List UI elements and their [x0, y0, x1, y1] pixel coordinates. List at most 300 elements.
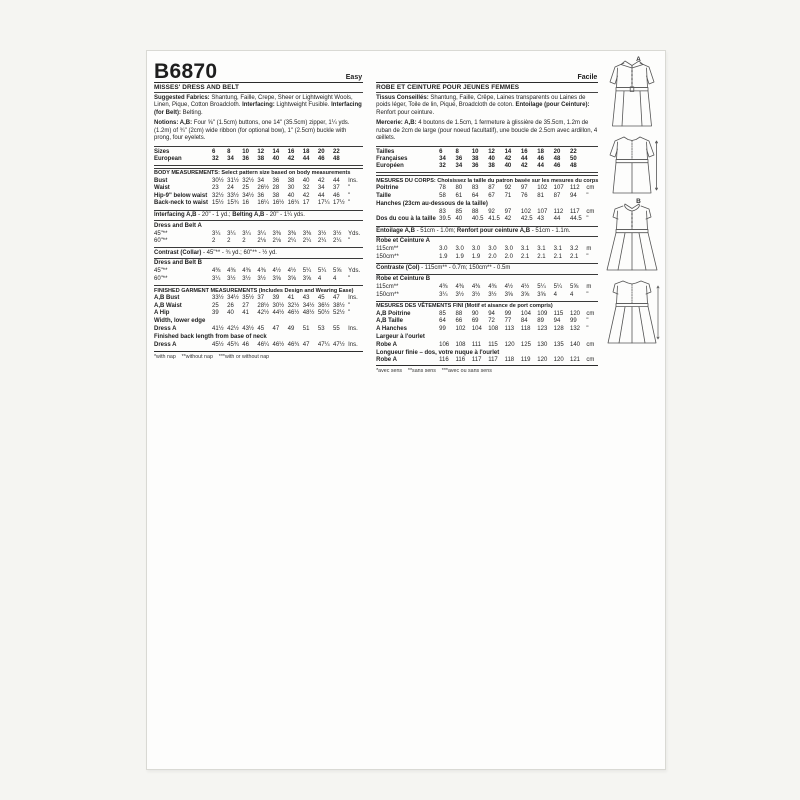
cell-value: 4	[317, 275, 322, 282]
cell-value: 46	[553, 163, 561, 170]
cell-value: 4⅜	[257, 268, 266, 275]
cell-value: 47	[272, 325, 280, 332]
cell-value: 10	[471, 148, 479, 155]
cell-value: 4½	[272, 268, 281, 275]
unit-label: Ins.	[348, 325, 358, 332]
cell-value: 5¼	[537, 284, 546, 291]
french-table-14	[376, 311, 598, 333]
difficulty-badge-french: Facile	[577, 74, 598, 81]
cell-value: 4⅜	[242, 268, 251, 275]
cell-value: 33½	[227, 192, 239, 199]
text: - 51cm - 1.1m.	[530, 227, 571, 234]
cell-value: 3.2	[570, 246, 579, 253]
cell-value: 3¼	[227, 230, 236, 237]
text: Four ⅝" (1.5cm) buttons, one 14" (35.5cm) zipper, 1¼ yds. (1.2m) of ¾" (2cm) wide ribbon (for optional bow), 1" (2.5cm) buckle with prong, four eyelets.	[154, 120, 350, 141]
cell-value: 14	[504, 148, 512, 155]
cell-value: 4⅜	[212, 268, 221, 275]
cell-value: 33½	[212, 295, 224, 302]
text: Lightweight Fusible.	[276, 102, 332, 109]
english-sub-heading-9: Dress and Belt B	[154, 260, 203, 267]
bold-text: Renfort pour ceinture A,B	[456, 227, 531, 234]
cell-value: 48	[333, 156, 340, 163]
cell-value: 3.0	[504, 246, 513, 253]
cell-value: 2	[212, 237, 216, 244]
cell-value: 31½	[227, 177, 239, 184]
cell-value: 23	[212, 185, 219, 192]
cell-value: 81	[537, 192, 544, 199]
table-row	[376, 216, 598, 223]
row-label: Dress A	[154, 341, 177, 348]
row-label: Poitrine	[376, 185, 399, 192]
text: - 115cm** - 0.7m; 150cm** - 0.5m	[419, 265, 511, 272]
cell-value: 34	[317, 185, 325, 192]
cell-value: 42	[504, 156, 512, 163]
cell-value: 8	[455, 148, 459, 155]
table-row	[376, 156, 598, 163]
cell-value: 4⅜	[227, 268, 236, 275]
english-paragraph-1	[154, 120, 363, 142]
unit-label: "	[348, 185, 351, 192]
cell-value: 113	[504, 325, 515, 332]
cell-value: 34	[257, 177, 265, 184]
cell-value: 3½	[242, 275, 251, 282]
cell-value: 36	[257, 192, 265, 199]
unit-label: cm	[586, 208, 595, 215]
row-label: Taille	[376, 192, 392, 199]
row-label: 45"**	[154, 268, 168, 275]
row-label: Robe A	[376, 341, 397, 348]
cell-value: 2¼	[317, 237, 327, 244]
cell-value: 97	[504, 208, 512, 215]
cell-value: 112	[553, 208, 564, 215]
cell-value: 43½	[242, 325, 254, 332]
cell-value: 118	[504, 357, 515, 364]
english-table-10	[154, 268, 363, 283]
unit-label	[586, 149, 598, 156]
cell-value: 24	[227, 185, 234, 192]
cell-value: 30	[287, 185, 295, 192]
cell-value: 2¼	[333, 237, 342, 244]
cell-value: 27	[242, 302, 249, 309]
cell-value: 120	[537, 357, 548, 364]
cell-value: 34	[455, 163, 463, 170]
view-b-label: B	[636, 198, 641, 205]
cell-value: 46½	[287, 309, 300, 316]
cell-value: 46	[317, 156, 325, 163]
unit-label	[586, 156, 598, 163]
bold-text: Interfacing A,B	[154, 211, 197, 218]
cell-value: 32	[212, 156, 219, 163]
cell-value: 64	[439, 318, 446, 325]
table-row	[154, 200, 363, 207]
cell-value: 115	[488, 341, 498, 348]
cell-value: 34	[439, 156, 446, 163]
cell-value: 47½	[333, 341, 345, 348]
cell-value: 28	[272, 185, 280, 192]
cell-value: 40.5	[471, 216, 484, 222]
cell-value: 46¾	[287, 341, 300, 348]
cell-value: 3½	[455, 291, 464, 298]
unit-label: "	[586, 291, 589, 298]
cell-value: 104	[520, 310, 531, 317]
unit-label: Yds.	[348, 230, 361, 237]
table-row	[154, 268, 363, 275]
bold-text: Interfacing:	[242, 102, 277, 109]
unit-label: "	[348, 309, 351, 316]
table-row	[376, 163, 598, 170]
cell-value: 45	[317, 295, 325, 302]
cell-value: 38	[272, 192, 280, 199]
row-label: 60"**	[154, 237, 168, 244]
row-label	[376, 209, 439, 216]
cell-value: 2⅛	[272, 237, 281, 244]
cell-value: 3.0	[455, 246, 464, 253]
cell-value: 4⅜	[455, 284, 464, 291]
cell-value: 25	[212, 302, 219, 309]
cell-value: 80	[455, 185, 463, 192]
dress-b-back-line-art	[604, 277, 660, 347]
cell-value: 88	[455, 310, 463, 317]
english-column	[154, 58, 363, 360]
table-row	[154, 193, 363, 200]
cell-value: 38	[471, 156, 479, 163]
cell-value: 4	[570, 291, 574, 298]
english-table-14	[154, 326, 363, 333]
cell-value: 36	[471, 163, 479, 170]
content-columns	[154, 56, 660, 375]
french-section-heading-3: MESURES DU CORPS: Choisissez la taille du patron basée sur les mesures du corps	[376, 175, 598, 185]
cell-value: 34½	[227, 295, 239, 302]
french-table-16	[376, 342, 598, 349]
cell-value: 90	[471, 310, 479, 317]
row-label: 45"**	[154, 230, 168, 237]
text: - 20" - 1 yd.;	[196, 211, 233, 218]
cell-value: 3.1	[553, 246, 562, 253]
cell-value: 106	[439, 341, 450, 348]
cell-value: 46	[537, 156, 544, 163]
cell-value: 40	[455, 216, 463, 222]
french-sub-heading-15: Largeur à l'ourlet	[376, 333, 425, 340]
cell-value: 3¼	[212, 230, 221, 237]
cell-value: 46¼	[257, 341, 270, 348]
cell-value: 123	[537, 325, 548, 332]
cell-value: 12	[488, 148, 495, 155]
cell-value: 4⅜	[471, 284, 481, 291]
cell-value: 25	[242, 185, 249, 192]
cell-value: 2	[227, 237, 231, 244]
cell-value: 50	[570, 156, 577, 163]
cell-value: 40	[287, 192, 295, 199]
french-paragraph-0	[376, 95, 598, 117]
cell-value: 84	[520, 318, 528, 325]
dress-b-front-line-art	[604, 200, 660, 274]
row-label: 150cm**	[376, 291, 399, 298]
cell-value: 116	[455, 357, 466, 364]
cell-value: 117	[488, 357, 498, 364]
cell-value: 35½	[242, 295, 254, 302]
cell-value: 102	[537, 185, 548, 192]
cell-value: 3¼	[257, 230, 266, 237]
table-row	[154, 310, 363, 317]
cell-value: 6	[212, 148, 216, 155]
cell-value: 53	[317, 325, 325, 332]
table-row	[154, 185, 363, 192]
row-label: 60"**	[154, 275, 168, 282]
french-table-4	[376, 185, 598, 200]
cell-value: 40	[504, 163, 512, 170]
french-sub-heading-17: Longueur finie – dos, votre nuque à l'ourlet	[376, 349, 500, 356]
cell-value: 3.1	[537, 246, 546, 253]
illustration-dress-a-back	[604, 133, 660, 197]
english-table-2	[154, 146, 363, 166]
cell-value: 16	[287, 148, 295, 155]
cell-value: 99	[439, 325, 446, 332]
french-paragraph-1	[376, 120, 598, 142]
cell-value: 5⅝	[333, 268, 342, 275]
french-section-heading-13: MESURES DES VÊTEMENTS FINI (Motif et aisance de port compris)	[376, 301, 598, 311]
cell-value: 125	[520, 341, 531, 348]
unit-label: cm	[586, 185, 595, 192]
cell-value: 32	[439, 163, 446, 170]
cell-value: 41½	[212, 325, 224, 332]
row-label: A Hip	[154, 309, 170, 316]
french-yardage-note-7	[376, 226, 598, 237]
cell-value: 4	[333, 275, 337, 282]
cell-value: 3⅝	[287, 275, 296, 282]
cell-value: 47¼	[317, 341, 330, 348]
cell-value: 58	[439, 192, 446, 199]
cell-value: 43	[302, 295, 310, 302]
cell-value: 45½	[212, 341, 224, 348]
cell-value: 3⅝	[302, 275, 312, 282]
cell-value: 46	[333, 192, 340, 199]
bold-text: Interfacing (for Belt):	[154, 102, 362, 116]
cell-value: 2¼	[287, 237, 296, 244]
cell-value: 18	[537, 148, 544, 155]
cell-value: 42	[520, 163, 528, 170]
cell-value: 117	[471, 357, 482, 364]
cell-value: 4⅜	[488, 284, 497, 291]
text: - 45"** - ¾ yd.; 60"** - ½ yd.	[201, 249, 277, 256]
english-table-7	[154, 231, 363, 246]
cell-value: 6	[439, 148, 443, 155]
cell-value: 32½	[242, 177, 254, 184]
cell-value: 38	[488, 163, 495, 170]
table-row	[376, 318, 598, 325]
table-row	[376, 209, 598, 216]
row-label: Back-neck to waist	[154, 200, 209, 207]
cell-value: 130	[537, 341, 548, 348]
cell-value: 37	[333, 185, 340, 192]
cell-value: 16¼	[257, 200, 270, 207]
bold-text: Entoilage (pour Ceinture):	[515, 102, 590, 109]
unit-label: m	[586, 246, 592, 253]
table-row	[376, 193, 598, 200]
cell-value: 16	[520, 148, 528, 155]
cell-value: 41	[287, 295, 295, 302]
unit-label: cm	[586, 357, 595, 364]
french-garment-title: ROBE ET CEINTURE POUR JEUNES FEMMES	[376, 83, 598, 93]
cell-value: 17½	[333, 200, 345, 207]
cell-value: 115	[553, 310, 564, 317]
cell-value: 44	[520, 156, 528, 163]
cell-value: 2¼	[302, 237, 312, 244]
cell-value: 107	[553, 185, 564, 192]
cell-value: 111	[471, 341, 481, 348]
cell-value: 39	[212, 309, 219, 316]
cell-value: 71	[504, 192, 512, 199]
unit-label	[586, 163, 598, 170]
cell-value: 108	[488, 325, 499, 332]
cell-value: 16	[242, 200, 249, 207]
cell-value: 83	[439, 208, 446, 215]
text: Renfort pour ceinture.	[376, 109, 435, 116]
table-row	[376, 342, 598, 349]
cell-value: 4⅜	[439, 284, 448, 291]
french-table-9	[376, 246, 598, 261]
cell-value: 89	[537, 318, 544, 325]
cell-value: 42.5	[520, 216, 533, 222]
illustration-dress-b-front	[604, 200, 660, 274]
cell-value: 39.5	[439, 216, 451, 222]
cell-value: 67	[488, 192, 495, 199]
cell-value: 48	[553, 156, 561, 163]
cell-value: 120	[553, 357, 564, 364]
unit-label: Yds.	[348, 268, 361, 275]
cell-value: 38½	[333, 302, 345, 309]
cell-value: 102	[455, 325, 466, 332]
bold-text: Mercerie: A,B:	[376, 120, 419, 127]
cell-value: 40	[302, 177, 310, 184]
cell-value: 22	[333, 148, 340, 155]
cell-value: 48	[570, 163, 577, 170]
table-row	[154, 342, 363, 349]
table-row	[154, 156, 363, 163]
dress-a-back-line-art	[604, 133, 660, 197]
cell-value: 42	[317, 177, 325, 184]
text: Belting.	[182, 109, 203, 116]
english-section-heading-3: BODY MEASUREMENTS: Select pattern size based on body measurements	[154, 168, 363, 178]
cell-value: 83	[471, 185, 479, 192]
cell-value: 121	[570, 357, 581, 364]
cell-value: 47	[302, 341, 310, 348]
cell-value: 52½	[333, 309, 345, 316]
row-label: Dress A	[154, 325, 177, 332]
cell-value: 32	[302, 185, 310, 192]
table-row	[154, 295, 363, 302]
cell-value: 45¾	[227, 341, 239, 348]
cell-value: 104	[471, 325, 482, 332]
row-label: A,B Poitrine	[376, 310, 411, 317]
cell-value: 135	[553, 341, 564, 348]
cell-value: 3¼	[439, 291, 448, 298]
cell-value: 99	[504, 310, 512, 317]
cell-value: 38	[257, 156, 265, 163]
table-row	[376, 185, 598, 192]
cell-value: 3⅝	[504, 291, 513, 298]
cell-value: 3½	[227, 275, 236, 282]
text: - 51cm - 1.0m;	[414, 227, 457, 234]
cell-value: 72	[488, 318, 495, 325]
english-paragraph-0	[154, 95, 363, 117]
unit-label: "	[586, 318, 589, 325]
cell-value: 3½	[488, 291, 497, 298]
cell-value: 30½	[272, 302, 285, 309]
table-row	[376, 311, 598, 318]
cell-value: 102	[520, 208, 531, 215]
french-sub-heading-5: Hanches (23cm au-dessous de la taille)	[376, 200, 488, 207]
cell-value: 5¼	[302, 268, 312, 275]
cell-value: 44	[553, 216, 561, 222]
cell-value: 36	[272, 177, 280, 184]
cell-value: 8	[227, 148, 231, 155]
english-sub-heading-13: Width, lower edge	[154, 317, 206, 324]
cell-value: 3⅜	[287, 230, 296, 237]
table-row	[154, 326, 363, 333]
cell-value: 128	[553, 325, 564, 332]
english-garment-title: MISSES' DRESS AND BELT	[154, 83, 363, 93]
cell-value: 120	[504, 341, 515, 348]
cell-value: 3¼	[242, 230, 251, 237]
english-sub-heading-15: Finished back length from base of neck	[154, 333, 267, 340]
row-label: Sizes	[154, 148, 170, 155]
unit-label: m	[586, 284, 592, 291]
cell-value: 2.1	[570, 253, 579, 260]
french-column	[376, 58, 599, 375]
cell-value: 77	[504, 318, 512, 325]
cell-value: 18	[302, 148, 310, 155]
cell-value: 28½	[257, 302, 270, 309]
cell-value: 99	[570, 318, 577, 325]
cell-value: 44	[537, 163, 544, 170]
cell-value: 107	[537, 208, 548, 215]
dress-a-front-line-art	[604, 58, 660, 130]
cell-value: 120	[570, 310, 581, 317]
cell-value: 44½	[272, 309, 285, 316]
cell-value: 20	[553, 148, 561, 155]
cell-value: 87	[488, 185, 495, 192]
pattern-number: B6870	[154, 60, 218, 83]
cell-value: 40	[272, 156, 280, 163]
cell-value: 34½	[302, 302, 315, 309]
cell-value: 10	[242, 148, 249, 155]
text: Shantung, Faille, Crepe, Sheer or Lightweight Wools, Linen, Pique, Cotton Broadcloth.	[154, 95, 353, 109]
cell-value: 38	[287, 177, 295, 184]
cell-value: 2.0	[488, 253, 497, 260]
cell-value: 3⅜	[302, 230, 312, 237]
cell-value: 32½	[287, 302, 300, 309]
bold-text: Notions: A,B:	[154, 120, 194, 127]
row-label: European	[154, 156, 182, 163]
cell-value: 16½	[272, 200, 285, 207]
cell-value: 34½	[242, 192, 254, 199]
unit-label: Ins.	[348, 177, 358, 184]
cell-value: 51	[302, 325, 310, 332]
cell-value: 42½	[227, 325, 239, 332]
cell-value: 15½	[212, 200, 224, 207]
cell-value: 87	[553, 192, 561, 199]
cell-value: 42	[302, 192, 310, 199]
cell-value: 3½	[471, 291, 481, 298]
cell-value: 97	[520, 185, 528, 192]
cell-value: 1.9	[455, 253, 464, 260]
cell-value: 3⅝	[272, 275, 281, 282]
table-row	[154, 149, 363, 156]
cell-value: 34	[227, 156, 234, 163]
cell-value: 92	[504, 185, 512, 192]
cell-value: 48½	[302, 309, 315, 316]
cell-value: 40	[488, 156, 495, 163]
